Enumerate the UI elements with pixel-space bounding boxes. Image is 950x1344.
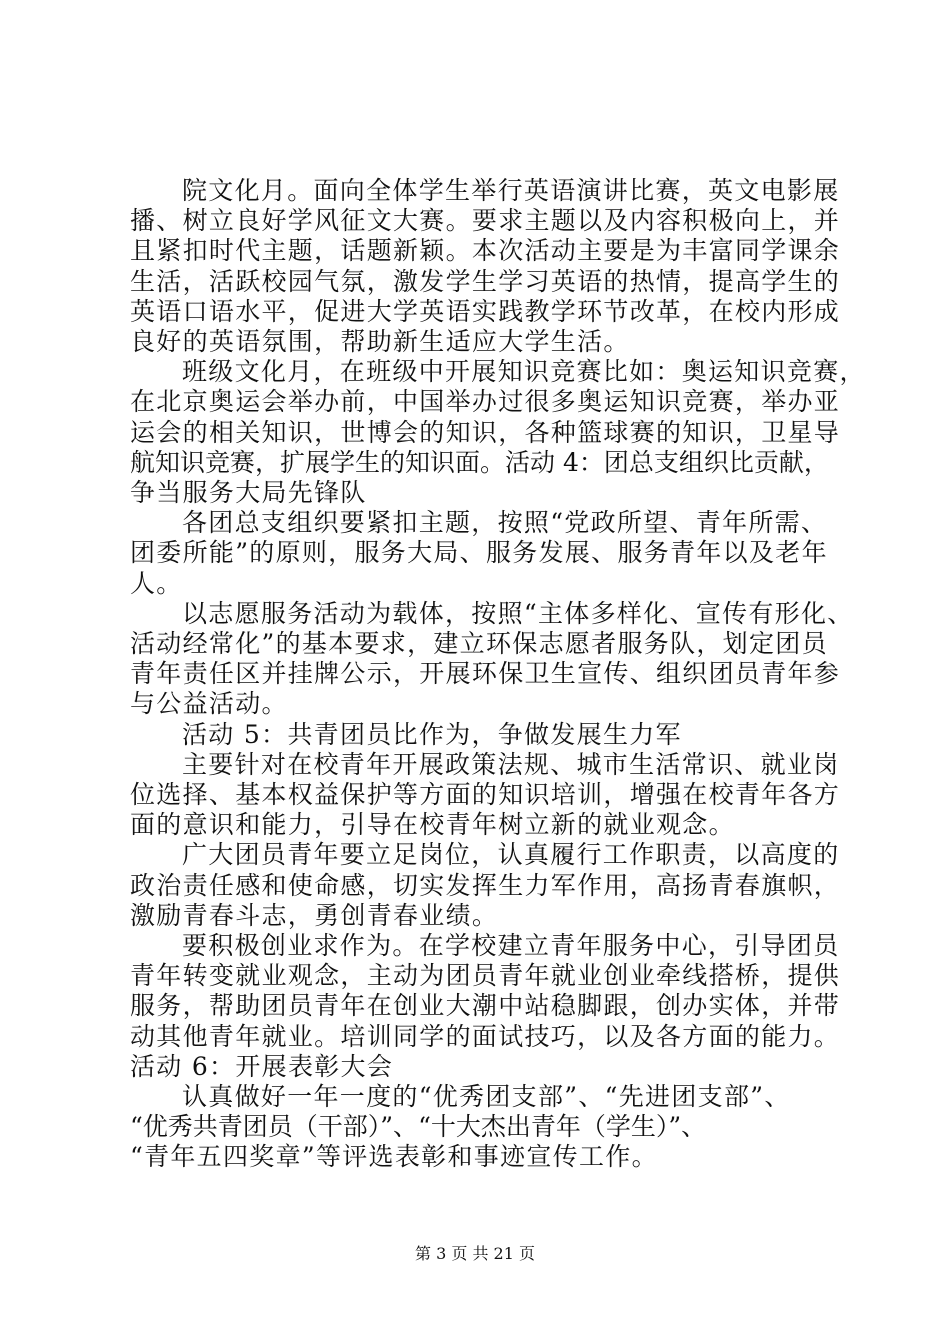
text-line: 政治责任感和使命感，切实发挥生力军作用，高扬青春旗帜， — [130, 871, 841, 900]
text-line: 良好的英语氛围，帮助新生适应大学生活。 — [130, 327, 630, 356]
text-line: 认真做好一年一度的“优秀团支部”、“先进团支部”、 — [182, 1082, 791, 1111]
text-line: 广大团员青年要立足岗位，认真履行工作职责，以高度的 — [182, 840, 840, 869]
text-line: 要积极创业求作为。在学校建立青年服务中心，引导团员 — [182, 931, 840, 960]
page-footer: 第 3 页 共 21 页 — [415, 1244, 535, 1263]
text-line: 航知识竞赛，扩展学生的知识面。活动 4：团总支组织比贡献， — [130, 448, 829, 477]
text-line: 运会的相关知识，世博会的知识，各种篮球赛的知识，卫星导 — [130, 418, 841, 447]
text-line: 院文化月。面向全体学生举行英语演讲比赛，英文电影展 — [182, 176, 840, 205]
text-line: 且紧扣时代主题，话题新颖。本次活动主要是为丰富同学课余 — [130, 236, 841, 265]
text-line: 团委所能”的原则，服务大局、服务发展、服务青年以及老年 — [130, 538, 828, 567]
text-line: 以志愿服务活动为载体，按照“主体多样化、宣传有形化、 — [182, 599, 854, 628]
text-line: 生活，活跃校园气氛，激发学生学习英语的热情，提高学生的 — [130, 267, 841, 296]
text-line: 英语口语水平，促进大学英语实践教学环节改革，在校内形成 — [130, 297, 841, 326]
text-line: 各团总支组织要紧扣主题，按照“党政所望、青年所需、 — [182, 508, 828, 537]
text-line: 面的意识和能力，引导在校青年树立新的就业观念。 — [130, 810, 735, 839]
text-line: 与公益活动。 — [130, 689, 288, 718]
text-line: 人。 — [130, 569, 183, 598]
text-line: 班级文化月，在班级中开展知识竞赛比如：奥运知识竞赛， — [182, 357, 866, 386]
text-line: 动其他青年就业。培训同学的面试技巧，以及各方面的能力。 — [130, 1022, 841, 1051]
text-line: “优秀共青团员（干部）”、“十大杰出青年（学生）”、 — [130, 1112, 707, 1141]
text-line: 激励青春斗志，勇创青春业绩。 — [130, 901, 499, 930]
section-heading: 活动 6：开展表彰大会 — [130, 1052, 394, 1081]
text-line: 主要针对在校青年开展政策法规、城市生活常识、就业岗 — [182, 750, 840, 779]
text-line: 青年转变就业观念，主动为团员青年就业创业牵线搭桥，提供 — [130, 961, 841, 990]
text-line: 播、树立良好学风征文大赛。要求主题以及内容积极向上，并 — [130, 206, 841, 235]
section-heading: 活动 5：共青团员比作为，争做发展生力军 — [182, 720, 682, 749]
text-line: 争当服务大局先锋队 — [130, 478, 367, 507]
text-line: 服务，帮助团员青年在创业大潮中站稳脚跟，创办实体，并带 — [130, 991, 841, 1020]
text-line: 活动经常化”的基本要求，建立环保志愿者服务队，划定团员 — [130, 629, 828, 658]
text-line: 位选择、基本权益保护等方面的知识培训，增强在校青年各方 — [130, 780, 841, 809]
text-line: “青年五四奖章”等评选表彰和事迹宣传工作。 — [130, 1142, 658, 1171]
text-line: 在北京奥运会举办前，中国举办过很多奥运知识竞赛，举办亚 — [130, 387, 841, 416]
text-line: 青年责任区并挂牌公示，开展环保卫生宣传、组织团员青年参 — [130, 659, 841, 688]
